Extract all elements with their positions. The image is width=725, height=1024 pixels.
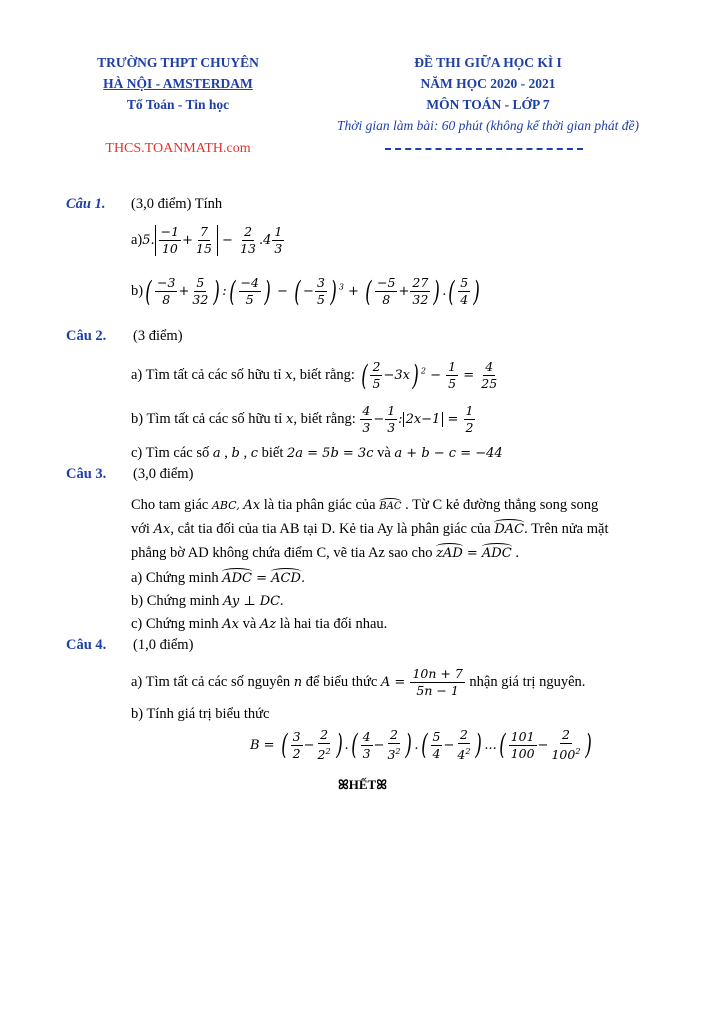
q3-line-3: phẳng bờ AD không chứa điểm C, vẽ tia Az sao cho zAD = ADC .	[131, 545, 519, 561]
q1-b	[131, 276, 482, 307]
q4-a-text1: a) Tìm tất cả các số nguyên	[131, 674, 291, 690]
q4-b-expr: B = ( $\frac{3}{2}$ − $\frac{2}{2^2}$ ) .( $\frac{4}{3}$ − $\frac{2}{3^2}$ ) .( $\frac{5}{4}$ − $\frac{2}{4^2}$ ) ...( $\frac{101}{100}$ − $\frac{2}{100^2}$ )	[250, 727, 593, 763]
time-note: Thời gian làm bài: 60 phút (không kể thời gian phát đề)	[336, 118, 639, 133]
q3-b: b) Chứng minh Ay ⊥ DC.	[131, 593, 284, 609]
q1-a	[131, 225, 285, 256]
q2-b-biet: , biết rằng:	[293, 411, 356, 427]
q3-t3a: phẳng bờ AD không chứa điểm C, vẽ tia Az sao cho	[131, 545, 433, 561]
q3-c-text2: và	[242, 616, 257, 632]
q1-b-label: b)	[131, 283, 144, 299]
q2-b-expr: $\frac{4}{3}$ − $\frac{1}{3}$ : 2x−1 = $\frac{1}{2}$	[362, 403, 474, 435]
q3-a: a) Chứng minh ADC = ACD.	[131, 570, 306, 586]
q3-c-text3: là hai tia đối nhau.	[279, 616, 388, 632]
subject: MÔN TOÁN - LỚP 7	[426, 97, 550, 112]
q4-label: Câu 4.	[66, 637, 107, 653]
q1-b-expr: ( $\frac{-3}{8}$ + $\frac{5}{32}$ ) :( $\frac{-4}{5}$ ) − ( − $\frac{3}{5}$ ) $^3$ + ( $\frac{-5}{8}$ + $\frac{27}{32}$ ) .( $\frac{5}{4}$ )	[145, 274, 480, 308]
exam-header	[0, 52, 725, 162]
website: THCS.TOANMATH.com	[105, 141, 251, 156]
q3-line-1: Cho tam giác ABC, Ax là tia phân giác của BAC . Từ C kẻ đường thẳng song song	[131, 497, 599, 513]
q3-b-text: b) Chứng minh	[131, 593, 220, 609]
department: Tổ Toán - Tin học	[126, 97, 230, 112]
q4-points: (1,0 điểm)	[133, 637, 194, 653]
q2-c: c) Tìm các số a , b , c biết 2a = 5b = 3c và a + b − c = −44	[131, 445, 503, 461]
q3-t1c: . Từ C kẻ đường thẳng song song	[405, 497, 599, 513]
q2-a: a) Tìm tất cả các số hữu tỉ x, biết rằng: ( $\frac{2}{5}$ −3x) $^2$ − $\frac{1}{5}$ = $\frac{4}{25}$	[131, 360, 500, 391]
q2-c-text: c) Tìm các số	[131, 445, 210, 461]
q4-a-text3: nhận giá trị nguyên.	[469, 674, 586, 690]
divider	[385, 148, 583, 150]
exam-title: ĐỀ THI GIỮA HỌC KÌ I	[414, 55, 562, 70]
q4-a-text2: để biểu thức	[305, 674, 378, 690]
q2-a-expr: ( $\frac{2}{5}$ −3x) $^2$ − $\frac{1}{5}$ = $\frac{4}{25}$	[360, 358, 498, 392]
q2-a-biet: , biết rằng:	[292, 367, 355, 383]
q2-b-text: b) Tìm tất cả các số hữu tỉ	[131, 411, 283, 427]
q1-a-expr: 5. $\frac{-1}{10}$ + $\frac{7}{15}$ − $\frac{2}{13}$ .4 $\frac{1}{3}$	[142, 224, 283, 256]
q3-t1a: Cho tam giác	[131, 497, 209, 513]
q3-c: c) Chứng minh Ax và Az là hai tia đối nhau.	[131, 616, 388, 632]
q3-points: (3,0 điểm)	[133, 466, 194, 482]
q2-a-text: a) Tìm tất cả các số hữu tỉ	[131, 367, 282, 383]
q3-line-2: với Ax, cắt tia đối của tia AB tại D. Kẻ tia Ay là phân giác của DAC. Trên nửa mặt	[131, 521, 609, 537]
q3-a-text: a) Chứng minh	[131, 570, 219, 586]
q2-label: Câu 2.	[66, 328, 107, 344]
end-mark: ꕤHẾTꕤ	[337, 777, 388, 792]
q3-t2c: . Trên nửa mặt	[524, 521, 609, 537]
school-name-2: HÀ NỘI - AMSTERDAM	[103, 76, 253, 91]
q4-b: b) Tính giá trị biểu thức	[131, 706, 270, 722]
q3-t1b: là tia phân giác của	[263, 497, 376, 513]
q3-label: Câu 3.	[66, 466, 107, 482]
q1-points: (3,0 điểm) Tính	[131, 196, 223, 212]
q3-t2b: , cắt tia đối của tia AB tại D. Kẻ tia Ay là phân giác của	[170, 521, 491, 537]
q4-a: a) Tìm tất cả các số nguyên n để biểu thức A = $\frac{10n + 7}{5n - 1}$ nhận giá trị nguyên.	[131, 666, 586, 698]
q1-label: Câu 1.	[66, 196, 106, 212]
q2-b: b) Tìm tất cả các số hữu tỉ x, biết rằng: $\frac{4}{3}$ − $\frac{1}{3}$ : 2x−1 = $\frac{1}{2}$	[131, 404, 476, 435]
school-name-1: TRƯỜNG THPT CHUYÊN	[97, 55, 259, 70]
q3-t2a: với	[131, 521, 150, 537]
q2-c-biet: biết	[261, 445, 284, 461]
q2-c-va: và	[377, 445, 391, 461]
q3-c-text1: c) Chứng minh	[131, 616, 219, 632]
school-year: NĂM HỌC 2020 - 2021	[420, 76, 556, 91]
q1-a-label: a)	[131, 232, 143, 248]
q2-points: (3 điểm)	[133, 328, 183, 344]
